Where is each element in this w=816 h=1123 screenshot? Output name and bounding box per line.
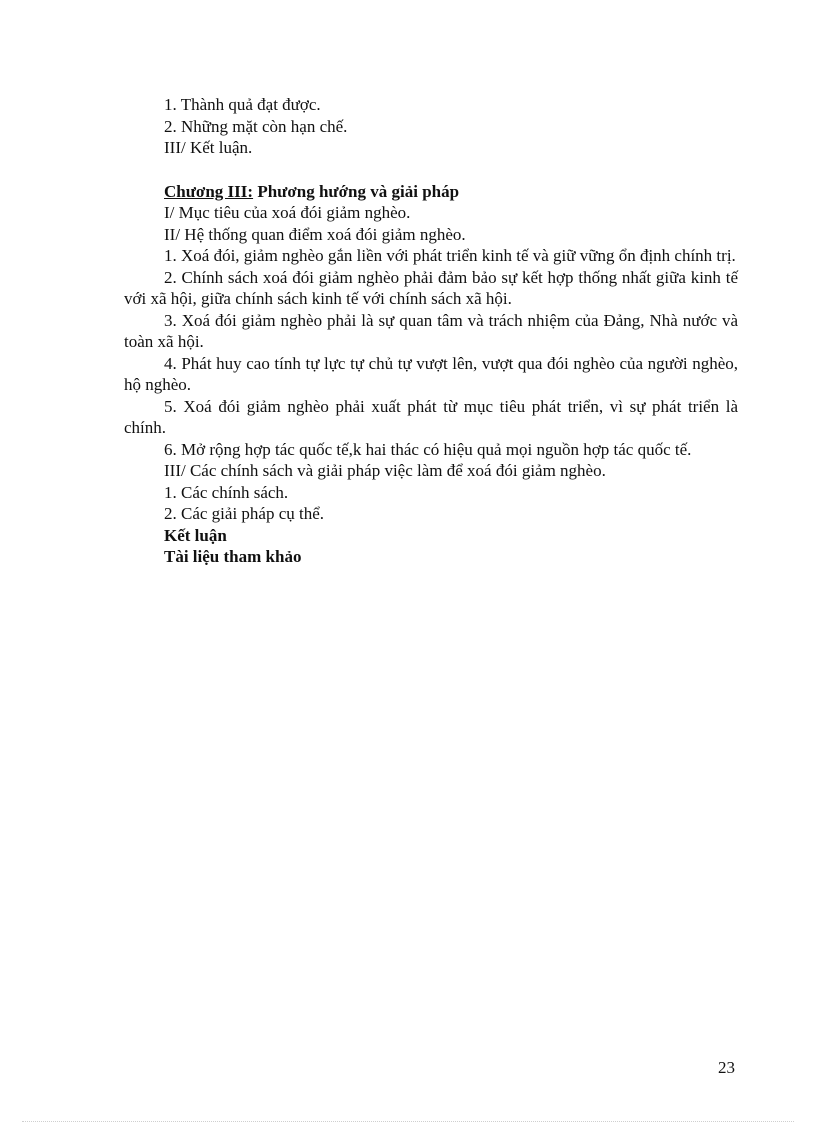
chapter-label: Chương III: xyxy=(164,181,254,201)
toc-paragraph: 2. Chính sách xoá đói giảm nghèo phải đảm bảo sự kết hợp thống nhất giữa kinh tế với xã hội, giữa chính sách kinh tế với chính sách xã hội. xyxy=(124,267,738,308)
page-bottom-divider xyxy=(22,1121,794,1122)
references-heading: Tài liệu tham khảo xyxy=(164,547,302,566)
toc-line: 2. Các giải pháp cụ thể. xyxy=(164,504,325,523)
conclusion-heading: Kết luận xyxy=(164,525,227,545)
section-heading: III/ Các chính sách và giải pháp việc làm để xoá đói giảm nghèo. xyxy=(164,461,606,480)
toc-paragraph: 5. Xoá đói giảm nghèo phải xuất phát từ mục tiêu phát triển, vì sự phát triển là chính. xyxy=(124,396,738,437)
toc-line: 1. Các chính sách. xyxy=(164,482,289,502)
toc-paragraph: 6. Mở rộng hợp tác quốc tế,k hai thác có hiệu quả mọi nguồn hợp tác quốc tế. xyxy=(164,439,692,459)
toc-line: III/ Kết luận. xyxy=(164,138,253,157)
spacer xyxy=(124,159,738,181)
chapter-title: Phương hướng và giải pháp xyxy=(253,181,460,201)
toc-line: 1. Thành quả đạt được. xyxy=(164,95,321,114)
toc-paragraph: 3. Xoá đói giảm nghèo phải là sự quan tâm và trách nhiệm của Đảng, Nhà nước và toàn xã hội. xyxy=(124,310,738,351)
toc-line: 2. Những mặt còn hạn chế. xyxy=(164,116,348,136)
page-number: 23 xyxy=(718,1058,735,1077)
section-heading: II/ Hệ thống quan điểm xoá đói giảm nghèo. xyxy=(164,224,466,244)
section-heading: I/ Mục tiêu của xoá đói giảm nghèo. xyxy=(164,203,411,222)
chapter-heading xyxy=(124,181,738,203)
toc-paragraph: 4. Phát huy cao tính tự lực tự chủ tự vượt lên, vượt qua đói nghèo của người nghèo, hộ nghèo. xyxy=(124,353,738,394)
document-body xyxy=(124,94,738,568)
toc-paragraph: 1. Xoá đói, giảm nghèo gắn liền với phát triển kinh tế và giữ vững ổn định chính trị. xyxy=(164,246,736,265)
